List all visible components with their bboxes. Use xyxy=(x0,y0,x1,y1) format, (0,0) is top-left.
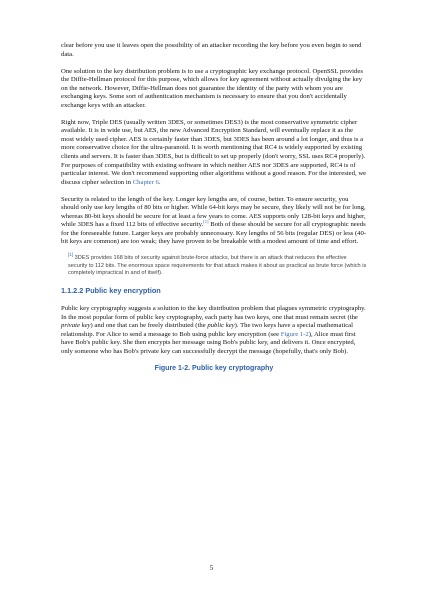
page-content xyxy=(61,42,367,373)
figure-1-2-link[interactable]: Figure 1-2 xyxy=(280,330,309,338)
figure-caption: Figure 1-2. Public key cryptography xyxy=(154,364,274,372)
paragraph-5: Public key cryptography suggests a solution to the key distribution problem that plagues symmetric cryptography. In the most popular form of public key cryptography, each party has two keys, one that must remain secret (the private key) and one that can be freely distributed (the public key). The two keys have a special mathematical relationship. For Alice to send a message to Bob using public key encryption (see Figure 1-2), Alice must first have Bob's public key. She then encrypts her message using Bob's public key, and delivers it. Once encrypted, only someone who has Bob's private key can successfully decrypt the message (hopefully, that's only Bob). xyxy=(61,305,366,355)
paragraph-2: One solution to the key distribution problem is to use a cryptographic key exchange protocol. OpenSSL provides the Diffie-Hellman protocol for this purpose, which allows for key agreement without actually divulging the key on the network. However, Diffie-Hellman does not guarantee the identity of the party with whom you are exchanging keys. Some sort of authentication mechanism is necessary to ensure that you don't accidentally exchange keys with an attacker. xyxy=(61,67,363,109)
chapter-6-link[interactable]: Chapter 6 xyxy=(132,178,159,186)
paragraph-1: clear before you use it leaves open the possibility of an attacker recording the key before you even begin to send data. xyxy=(61,42,362,58)
footnote-1: [1] 3DES provides 168 bits of security against brute-force attacks, but there is an attack that reduces the effective security to 112 bits. The enormous space requirements for that attack makes it about as practical as brute force (which is completely impractical in and of itself). xyxy=(68,252,367,276)
section-heading: 1.1.2.2 Public key encryption xyxy=(61,286,161,296)
public-key-term: public key xyxy=(207,322,235,330)
footnote-1-marker[interactable]: [1] xyxy=(68,252,74,258)
paragraph-4: Security is related to the length of the key. Longer key lengths are, of course, better. To ensure security, you should only use key lengths of 80 bits or higher. While 64-bit keys may be secure, they likely will not be for long, whereas 80-bit keys should be secure for at least a few years to come. AES supports only 128-bit keys and higher, while 3DES has a fixed 112 bits of effective security.[1] Both of these should be secure for all cryptographic needs for the foreseeable future. Larger keys are probably unnecessary. Key lengths of 56 bits (regular DES) or less (40-bit keys are common) are too weak; they have proven to be breakable with a modest amount of time and effort. xyxy=(61,195,367,246)
private-key-term: private key xyxy=(61,322,91,330)
page-number: 5 xyxy=(209,564,214,572)
footnote-1-ref[interactable]: [1] xyxy=(203,219,209,225)
paragraph-3: Right now, Triple DES (usually written 3DES, or sometimes DES3) is the most conservative symmetric cipher available. It is in wide use, but AES, the new Advanced Encryption Standard, will eventually replace it as the most widely used cipher. AES is certainly faster than 3DES, but 3DES has been around a lot longer, and thus is a more conservative choice for the ultra-paranoid. It is worth mentioning that RC4 is widely supported by existing clients and servers. It is faster than 3DES, but is difficult to set up properly (don't worry, SSL uses RC4 properly). For purposes of compatibility with existing software in which neither AES nor 3DES are supported, RC4 is of particular interest. We don't recommend supporting other algorithms without a good reason. For the interested, we discuss cipher selection in Chapter 6. xyxy=(61,118,367,186)
